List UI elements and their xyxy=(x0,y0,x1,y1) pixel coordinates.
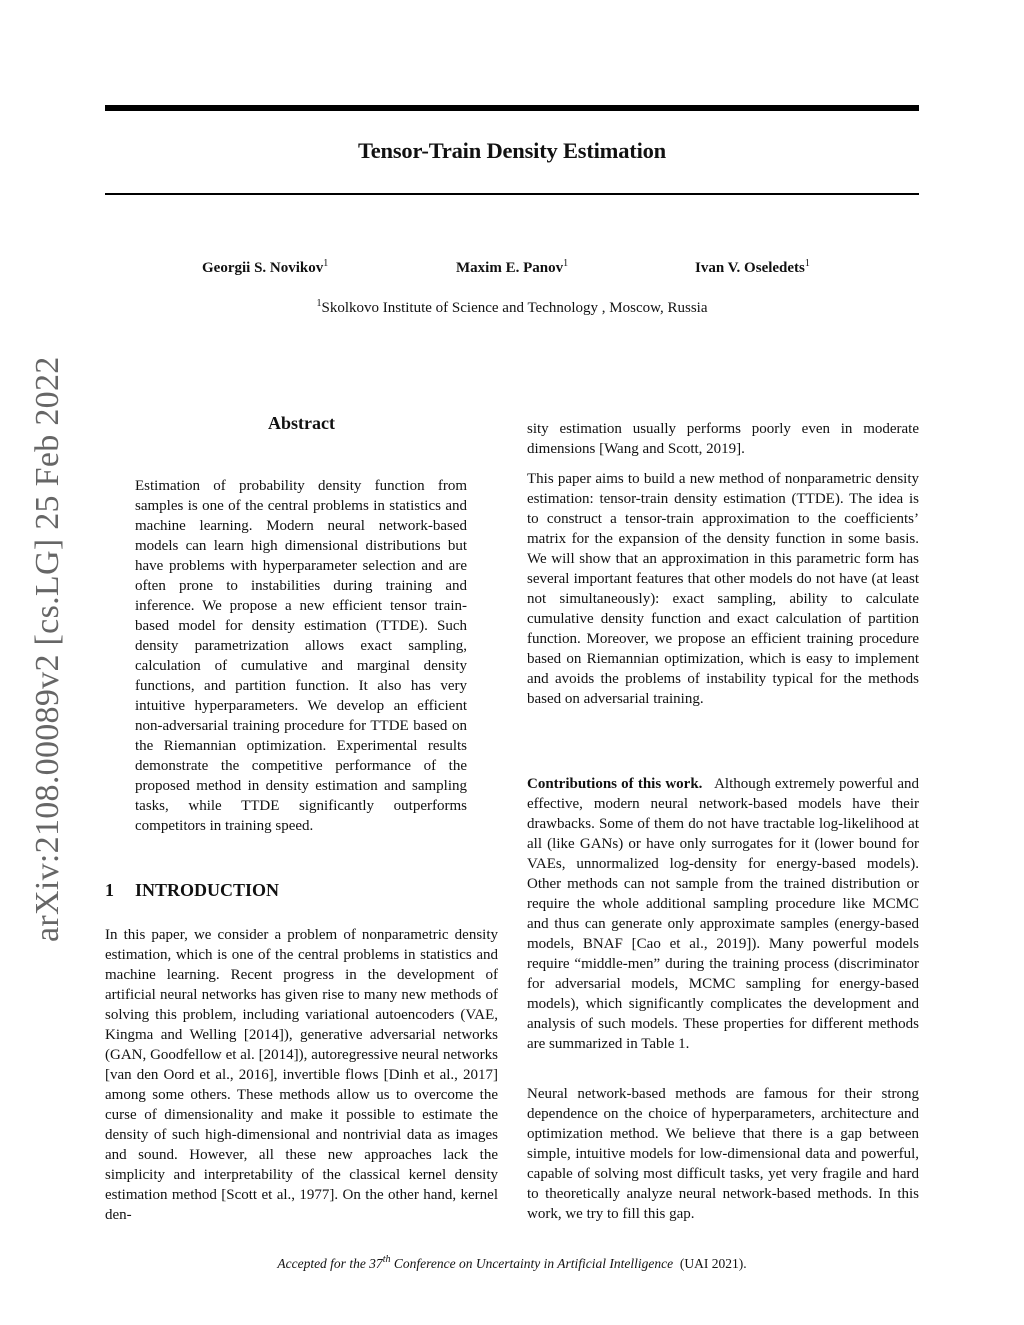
author-2 xyxy=(456,260,568,277)
arxiv-identifier-stamp: arXiv:2108.00089v2 [cs.LG] 25 Feb 2022 xyxy=(29,356,66,942)
abstract-heading: Abstract xyxy=(268,413,335,433)
author-3 xyxy=(695,260,810,277)
author-1 xyxy=(202,260,328,277)
author-affil-mark: 1 xyxy=(323,258,329,269)
contributions-text: Although extremely powerful and effective, modern neural network-based models have their drawbacks. Some of them do not have tractable log-likelihood at all (like GANs) or have only surrogates for it (lower bound for VAEs, unnormalized log-density for energy-based models). Other methods can not sample from the trained distribution or require the whole additional sampling procedure like MCMC and thus can generate only approximate samples (energy-based models, BNAF [Cao et al., 2019]). Many powerful models require “middle-men” during the training process (discriminator for adversarial models, MCMC sampling for energy-based models), which significantly complicates the development and analysis of such models. These properties for different methods are summarized in Table 1. xyxy=(527,776,919,1052)
author-affil-mark: 1 xyxy=(563,258,569,269)
author-name: Georgii S. Novikov xyxy=(202,260,324,276)
footer-prefix: Accepted for the 37 xyxy=(277,1256,383,1271)
affiliation xyxy=(105,300,919,317)
section-heading-introduction xyxy=(105,880,498,901)
intro-paragraph-1: In this paper, we consider a problem of nonparametric density estimation, which is one of the central problems in statistics and machine learning. Recent progress in the development of artificial neural networks has given rise to many new methods of solving this problem, including variational autoencoders (VAE, Kingma and Welling [2014]), generative adversarial networks (GAN, Goodfellow et al. [2014]), autoregressive neural networks [van den Oord et al., 2016], invertible flows [Dinh et al., 2017] among some others. These methods allow us to overcome the curse of dimensionality and make it possible to estimate the density of such high-dimensional and nontrivial data as images and sound. However, all these new approaches lack the simplicity and interpretability of the classical kernel density estimation method [Scott et al., 1977]. On the other hand, kernel den- xyxy=(105,927,498,1223)
footer-note xyxy=(105,1256,919,1272)
footer-conference: Conference on Uncertainty in Artificial Intelligence xyxy=(393,1256,674,1271)
author-affil-mark: 1 xyxy=(804,258,810,269)
affiliation-mark: 1 xyxy=(316,298,322,309)
section-number: 1 xyxy=(105,880,114,900)
author-name: Ivan V. Oseledets xyxy=(695,260,805,276)
section-title: INTRODUCTION xyxy=(135,880,280,900)
contributions-paragraph xyxy=(527,774,919,1054)
title-top-rule xyxy=(105,105,919,111)
intro-paragraph-4: Neural network-based methods are famous for their strong dependence on the choice of hyperparameters, architecture and optimization method. We believe that there is a gap between simple, intuitive models for low-dimensional data and powerful, capable of solving most difficult tasks, yet very fragile and hard to theoretically analyze neural network-based methods. In this work, we try to fill this gap. xyxy=(527,1086,919,1222)
contributions-heading: Contributions of this work. xyxy=(527,776,703,792)
abstract-body: Estimation of probability density function from samples is one of the central problems in statistics and machine learning. Modern neural network-based models can learn high dimensional distributions but have problems with hyperparameter selection and are often prone to instabilities during training and inference. We propose a new efficient tensor train-based model for density estimation (TTDE). Such density parametrization allows exact sampling, calculation of cumulative and marginal density functions, and partition function. It also has very intuitive hyperparameters. We develop an efficient non-adversarial training procedure for TTDE based on the Riemannian optimization. Experimental results demonstrate the competitive performance of the proposed method in density estimation and sampling tasks, while TTDE significantly outperforms competitors in training speed. xyxy=(135,478,467,834)
intro-paragraph-1-continuation: sity estimation usually performs poorly even in moderate dimensions [Wang and Scott, 2019]. xyxy=(527,421,919,457)
intro-paragraph-2: This paper aims to build a new method of nonparametric density estimation: tensor-train density estimation (TTDE). The idea is to construct a tensor-train approximation to the coefficients’ matrix for the expansion of the density function in some basis. We will show that an approximation in this parametric form has several important features that other models do not have (at least not simultaneously): exact sampling, ability to calculate cumulative density function and exact calculation of partition function. Moreover, we propose an efficient training procedure based on Riemannian optimization, which is easy to implement and avoids the problems of instability typical for the methods based on adversarial training. xyxy=(527,471,919,707)
footer-suffix: (UAI 2021). xyxy=(679,1256,747,1271)
paper-title: Tensor-Train Density Estimation xyxy=(358,138,666,163)
title-bottom-rule xyxy=(105,193,919,195)
affiliation-text: Skolkovo Institute of Science and Technology , Moscow, Russia xyxy=(321,300,708,316)
footer-superscript: th xyxy=(382,1254,391,1265)
author-name: Maxim E. Panov xyxy=(456,260,564,276)
